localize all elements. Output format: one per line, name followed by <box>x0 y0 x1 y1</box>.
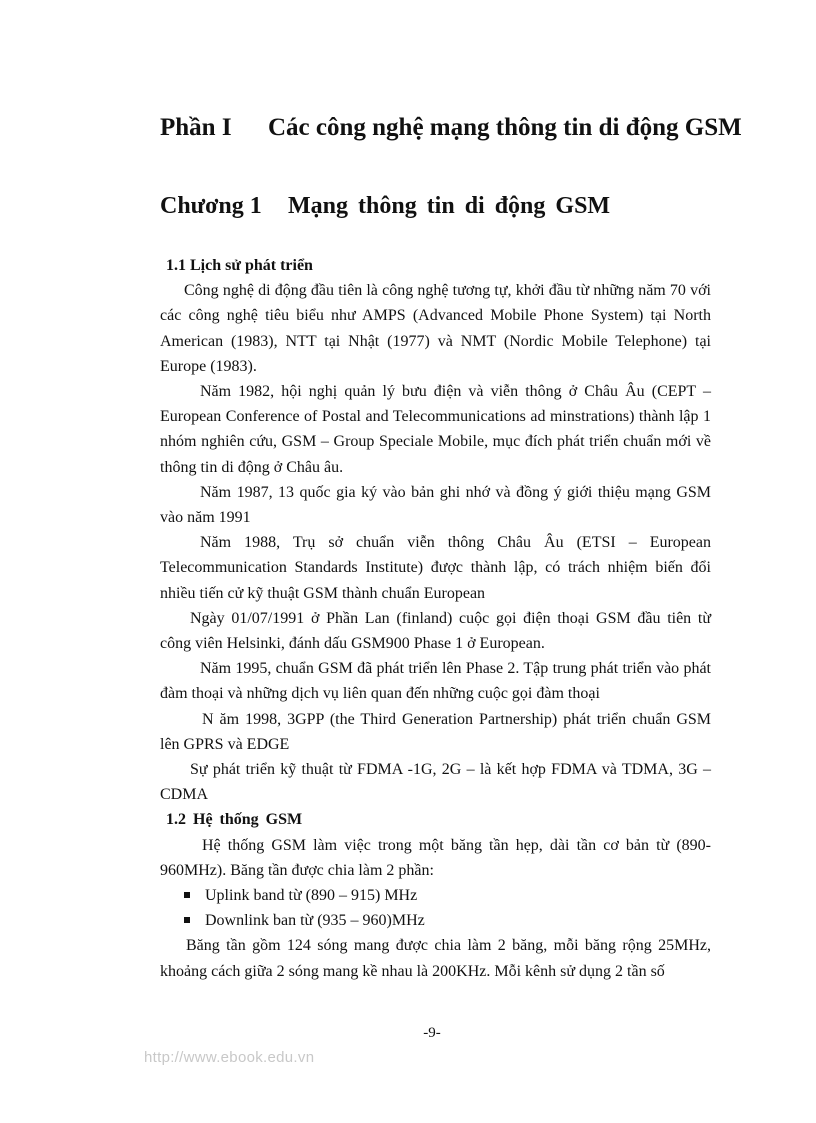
paragraph: Năm 1987, 13 quốc gia ký vào bản ghi nhớ và đồng ý giới thiệu mạng GSM vào năm 1991 <box>160 483 711 527</box>
square-bullet-icon <box>184 917 190 923</box>
page-number: -9- <box>423 1025 441 1041</box>
paragraph: Năm 1982, hội nghị quản lý bưu điện và viễn thông ở Châu Âu (CEPT – European Conference of Postal and Telecommunications ad minstrations) thành lập 1 nhóm nghiên cứu, GSM – Group Speciale Mobile, mục đích phát triển chuẩn mới về thông tin di động ở Châu âu. <box>160 383 711 476</box>
paragraph: Sự phát triển kỹ thuật từ FDMA -1G, 2G – là kết hợp FDMA và TDMA, 3G – CDMA <box>160 761 711 804</box>
chapter-heading <box>160 193 610 220</box>
section-heading-1-1: 1.1 Lịch sử phát triển <box>166 257 313 274</box>
square-bullet-icon <box>184 892 190 898</box>
part-title: Các công nghệ mạng thông tin di động GSM <box>268 114 742 141</box>
chapter-number: Chương 1 <box>160 193 262 219</box>
paragraph: Băng tần gồm 124 sóng mang được chia làm 2 băng, mỗi băng rộng 25MHz, khoảng cách giữa 2 sóng mang kề nhau là 200KHz. Mỗi kênh sử dụng 2 tần số <box>160 937 711 980</box>
paragraph: Ngày 01/07/1991 ở Phần Lan (finland) cuộc gọi điện thoại GSM đầu tiên từ công viên Helsinki, đánh dấu GSM900 Phase 1 ở European. <box>160 609 711 653</box>
watermark: http://www.ebook.edu.vn <box>144 1049 315 1066</box>
paragraph: Năm 1995, chuẩn GSM đã phát triển lên Phase 2. Tập trung phát triển vào phát đàm thoại và những dịch vụ liên quan đến những cuộc gọi đàm thoại <box>160 660 711 703</box>
part-number: Phần I <box>160 114 232 141</box>
list-item-text: Downlink ban từ (935 – 960)MHz <box>205 912 425 930</box>
paragraph: N ăm 1998, 3GPP (the Third Generation Partnership) phát triển chuẩn GSM lên GPRS và EDGE <box>160 710 711 753</box>
list-item <box>184 908 711 933</box>
chapter-title: Mạng thông tin di động GSM <box>288 193 611 219</box>
paragraph: Công nghệ di động đầu tiên là công nghệ tương tự, khởi đầu từ những năm 70 với các công nghệ tiêu biểu như AMPS (Advanced Mobile Phone System) tại North American (1983), NTT tại Nhật (1977) và NMT (Nordic Mobile Telephone) tại Europe (1983). <box>160 282 711 375</box>
part-heading <box>160 114 742 142</box>
document-body <box>160 253 711 984</box>
paragraph: Hệ thống GSM làm việc trong một băng tần hẹp, dài tần cơ bản từ (890-960MHz). Băng tần được chia làm 2 phần: <box>160 836 711 879</box>
section-heading-1-2: 1.2 Hệ thống GSM <box>166 811 303 829</box>
bullet-list <box>160 883 711 933</box>
list-item <box>184 883 711 908</box>
paragraph: Năm 1988, Trụ sở chuẩn viễn thông Châu Âu (ETSI – European Telecommunication Standards Institute) được thành lập, có trách nhiệm biến đổi nhiều tiến cử kỹ thuật GSM thành chuẩn European <box>160 534 711 602</box>
list-item-text: Uplink band từ (890 – 915) MHz <box>205 887 418 905</box>
